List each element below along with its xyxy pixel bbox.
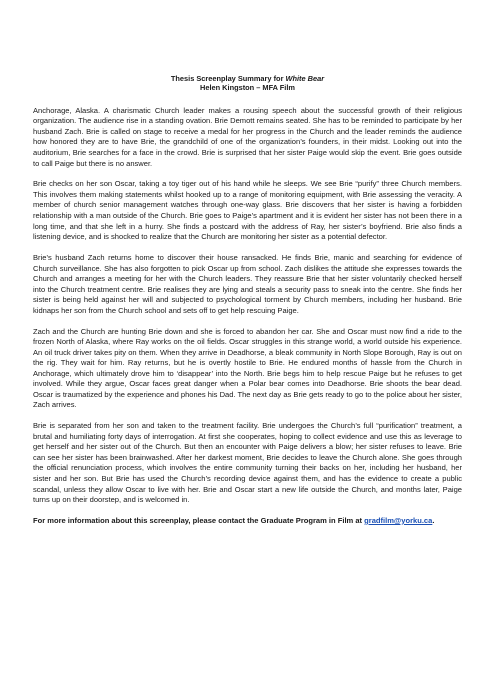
document-title: [33, 74, 462, 83]
title-italic: White Bear: [285, 74, 325, 83]
document-header: [33, 74, 462, 93]
document-subtitle: Helen Kingston – MFA Film: [200, 83, 295, 93]
email-link[interactable]: gradfilm@yorku.ca: [364, 515, 433, 525]
summary-paragraph: Zach and the Church are hunting Brie down and she is forced to abandon her car. She and Oscar must now find a ride to the frozen North of Alaska, where Ray works on the oil fields. Oscar struggles in this strange world, a world outside his experience. An oil truck driver takes pity on them. When they arrive in Deadhorse, a bleak community in North Slope Borough, Ray is out on the rig. They wait for him. Ray returns, but he is overtly hostile to Brie. He endured months of hassle from the Church in Anchorage, which ultimately drove him to ‘disappear’ into the North. Brie begs him to help rescue Paige but he refuses to get involved. While they argue, Oscar faces great danger when a Polar bear comes into Deadhorse. Brie shoots the bear dead. Oscar is traumatized by the experience and phones his Dad. The next day as Brie gets ready to go to the police about her sister, Zach arrives.: [33, 326, 462, 410]
title-prefix: Thesis Screenplay Summary for: [170, 74, 286, 83]
summary-paragraph: Brie checks on her son Oscar, taking a toy tiger out of his hand while he sleeps. We see Brie “purify” three Church members. This involves them making statements whilst hooked up to a range of monitoring equipment, with Brie assessing the veracity. A member of church senior management watches through one-way glass. Brie discovers that her sister is having a forbidden relationship with a man outside of the Church. Brie goes to Paige’s apartment and it is evident her sister has not been there in a long time, and that she left in a hurry. She finds a postcard with the address of Ray, her sister’s boyfriend. Brie also finds a listening device, and is shocked to realize that the Church are monitoring her sister as a potential defector.: [33, 179, 462, 242]
contact-suffix: .: [432, 515, 435, 525]
summary-paragraph: Brie is separated from her son and taken to the treatment facility. Brie undergoes the Church’s full “purification” treatment, a brutal and humiliating forty days of interrogation. At first she cooperates, hoping to collect evidence and use this as leverage to get herself and her sister out of the Church. But then an encounter with Paige delivers a blow; her sister refuses to leave. Brie can see her sister has been brainwashed. After her darkest moment, Brie decides to leave the Church alone. She goes through the official renunciation process, which involves the entire community turning their backs on her, including her husband, her sister and her son. But Brie has used the Church’s recording device against them, and has the evidence to create a public scandal, unless they allow Oscar to live with her. Brie and Oscar start a new life outside the Church, and months later, Paige turns up on their doorstep, and is welcomed in.: [33, 421, 462, 505]
summary-paragraph: Anchorage, Alaska. A charismatic Church leader makes a rousing speech about the successful growth of their religious organization. The audience rise in a standing ovation. Brie Demott remains seated. She has to be reminded to participate by her husband Zach. Brie is called on stage to receive a medal for her progress in the Church and the leader reminds the audience how honored they are to have Brie, the grandchild of one of the organization’s founders, in their midst. Looking out into the auditorium, Brie searches for a face in the crowd. Brie is surprised that her sister Paige would skip the event. Brie goes outside to call Paige but there is no answer.: [33, 105, 462, 168]
summary-paragraph: Brie’s husband Zach returns home to discover their house ransacked. He finds Brie, manic and searching for evidence of Church surveillance. She has also forgotten to pick Oscar up from school. Zach dislikes the attitude she expresses towards the Church and arranges a meeting for her with the Church leaders. They reassure Brie that her sister voluntarily checked herself into the Church treatment centre. Brie realises they are lying and steals a security pass to sneak into the centre. She finds her sister is being held against her will and subjected to psychological torment by Church members, including her husband. Brie kidnaps her son from the Church school and sets off to get help rescuing Paige.: [33, 252, 462, 315]
contact-footer: [33, 516, 462, 526]
contact-text: For more information about this screenplay, please contact the Graduate Program in Film at: [33, 515, 365, 525]
